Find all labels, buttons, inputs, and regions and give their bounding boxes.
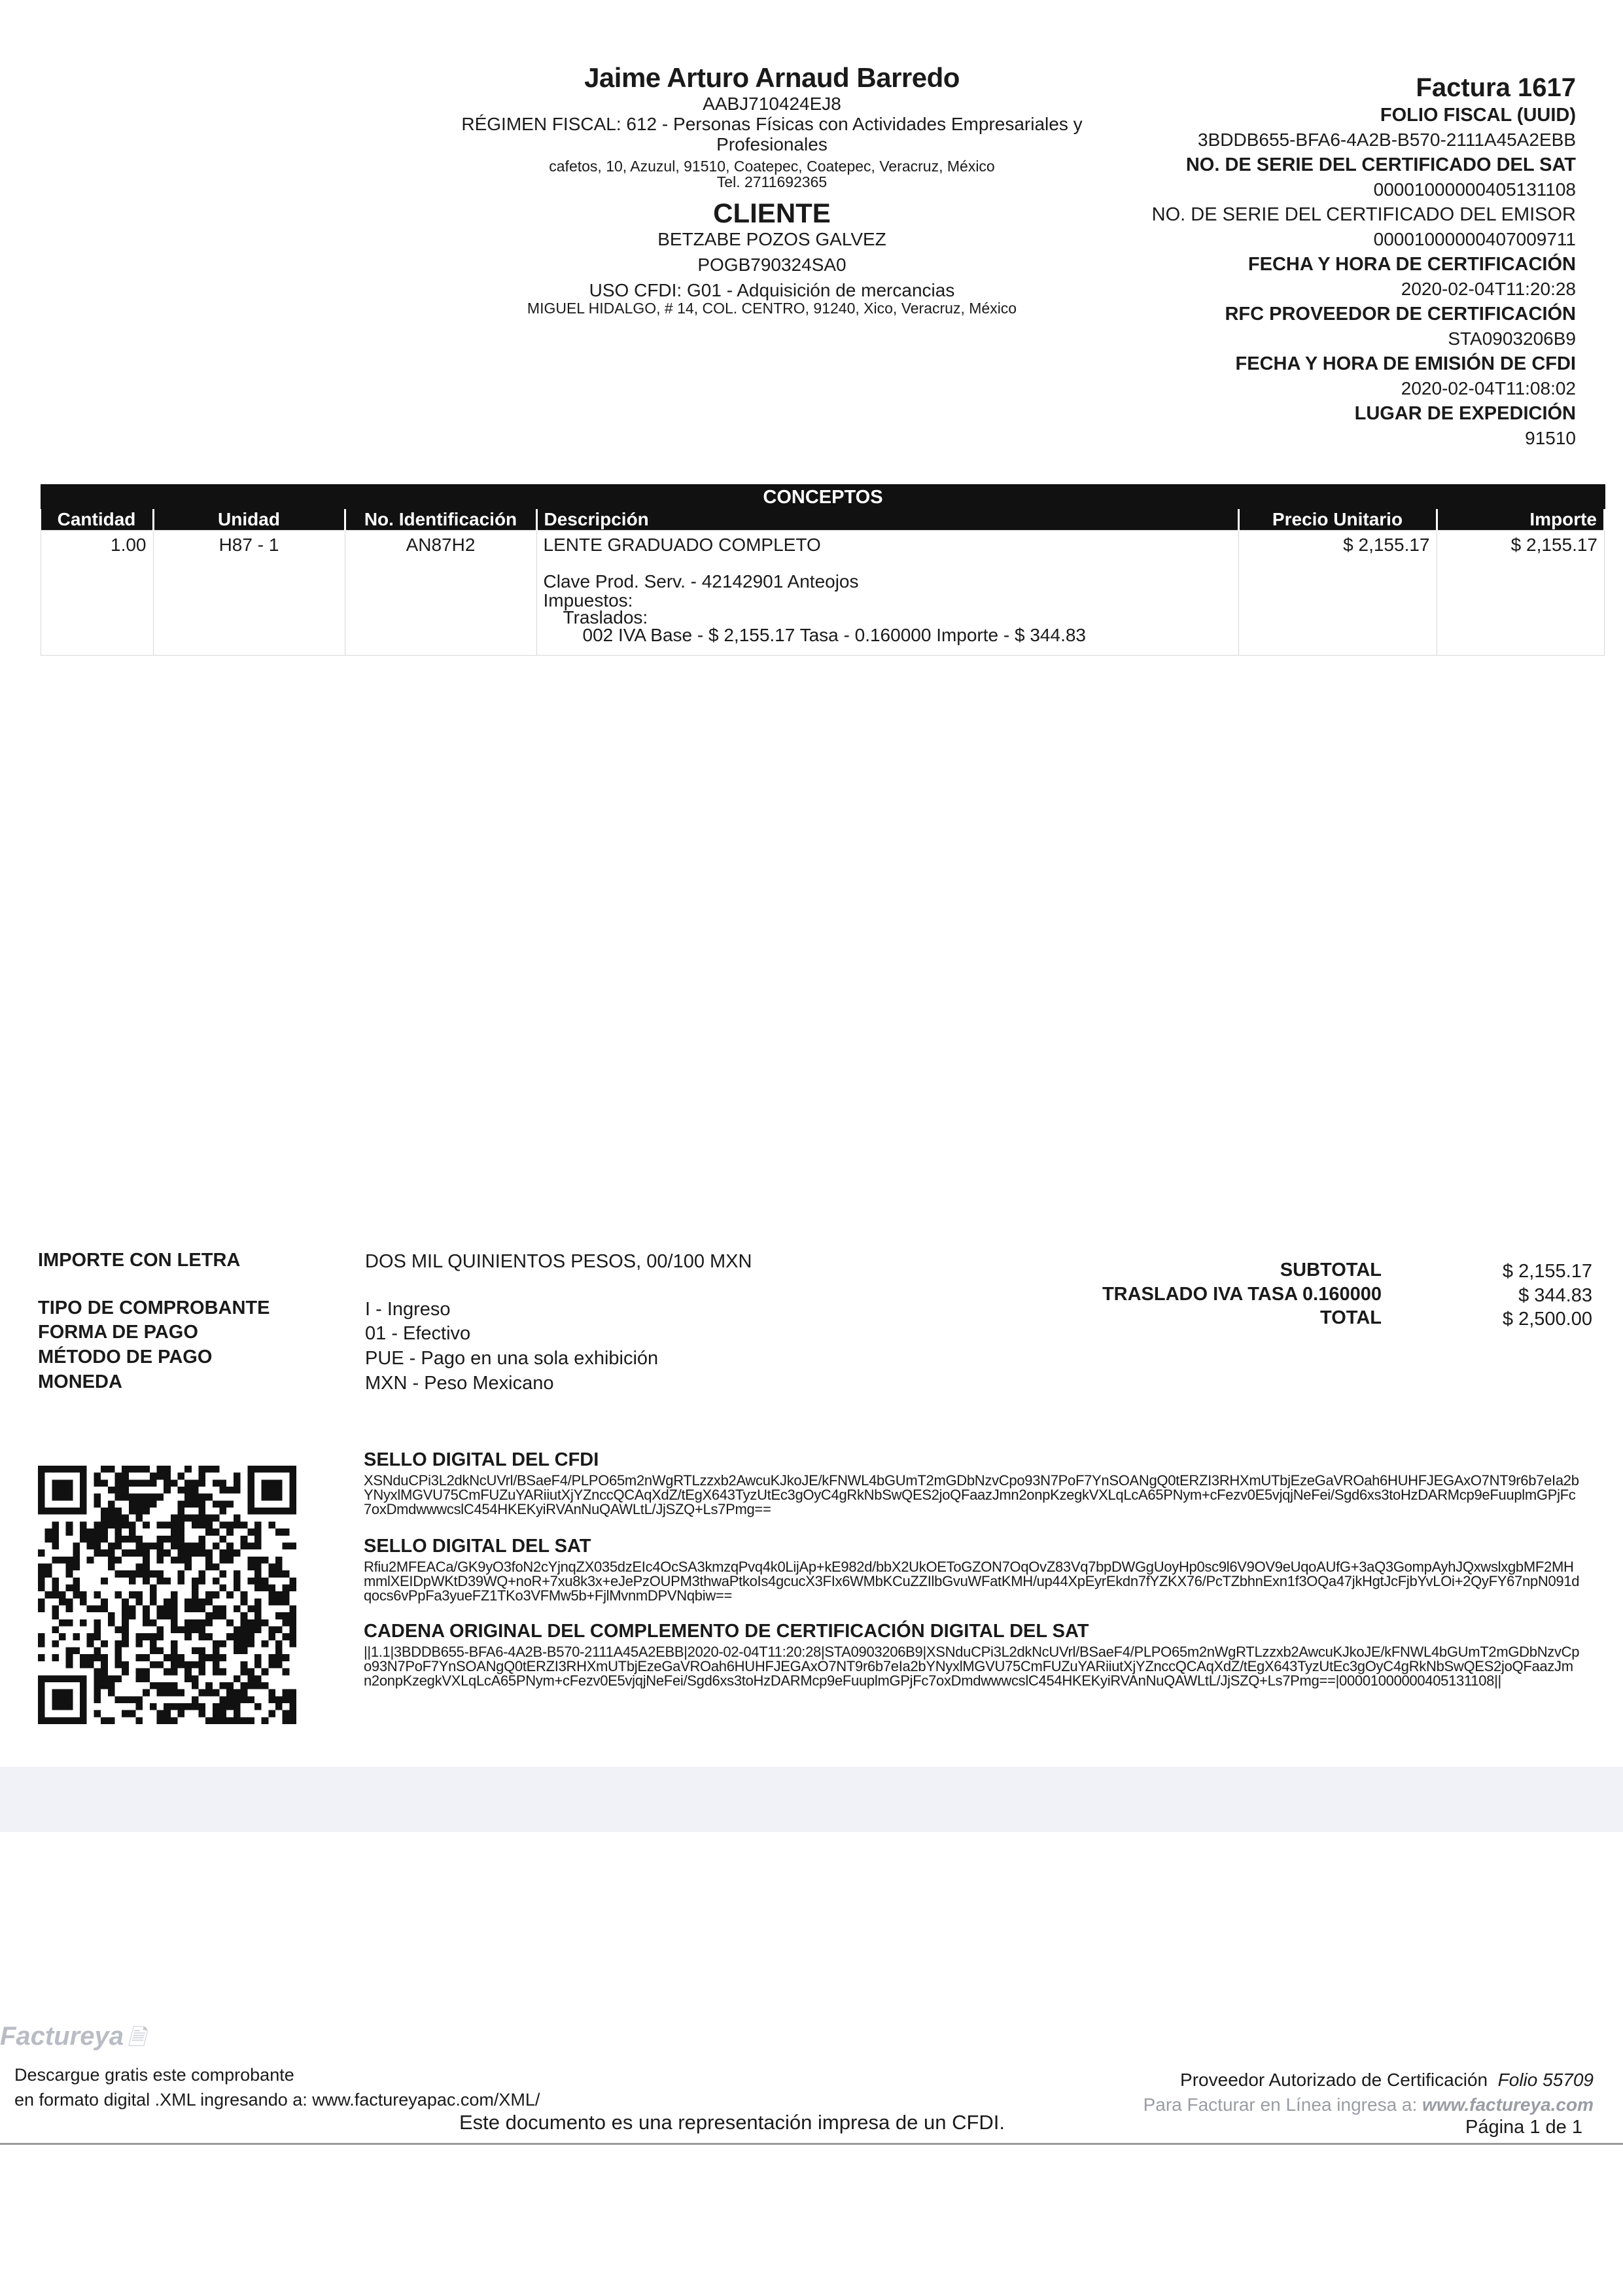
forma-pago-value: 01 - Efectivo [365, 1323, 471, 1344]
clave-prod: Clave Prod. Serv. - 42142901 Anteojos [543, 571, 859, 592]
tipo-comprobante-value: I - Ingreso [365, 1299, 451, 1320]
client-address: MIGUEL HIDALGO, # 14, COL. CENTRO, 91240, Xico, Veracruz, México [527, 300, 1017, 317]
description-text: LENTE GRADUADO COMPLETO [543, 535, 821, 555]
table-row [41, 531, 1605, 656]
qr-code [38, 1466, 296, 1724]
issuer-rfc: AABJ710424EJ8 [703, 94, 841, 114]
invoice-field-value: 2020-02-04T11:08:02 [1401, 378, 1576, 398]
invoice-field-value: 3BDDB655-BFA6-4A2B-B570-2111A45A2EBB [1198, 130, 1576, 150]
issuer-name: Jaime Arturo Arnaud Barredo [584, 62, 960, 93]
subtotal-value: $ 2,155.17 [1502, 1261, 1592, 1282]
provider-text: Proveedor Autorizado de Certificación [1180, 2070, 1488, 2090]
subtotal-label: SUBTOTAL [1280, 1260, 1382, 1280]
concepts-caption: CONCEPTOS [41, 484, 1605, 509]
bottom-divider [0, 2143, 1623, 2145]
invoice-info [1105, 73, 1576, 451]
invoice-field-label: FECHA Y HORA DE EMISIÓN DE CFDI [1235, 353, 1576, 374]
document-icon: 🗎 [127, 2025, 146, 2050]
metodo-pago-label: MÉTODO DE PAGO [38, 1347, 213, 1368]
online-line [1005, 2094, 1594, 2115]
metodo-pago-value: PUE - Pago en una sola exhibición [365, 1348, 659, 1369]
sello-sat: Rfiu2MFEACa/GK9yO3foN2cYjnqZX035dzEIc4OcSA3kmzqPvq4k0LijAp+kE982d/bbX2UkOEToGZON7OqOvZ83Vq7bpDWGgUoyHp0sc9l6V9OV9eUqoAUfG+3aQ3GompAyhJQxwslxgbMF2MHmmlXEIDpWKtD39WQ+noR+7xu8k3x+eJePzOUPM3thwaPtkoIs4gcucX3FIx6WMbKCuZZIlbGvuWFatKMH/up44XpEyrEkdn7fYZKX76/PcTZbhnExn1f3OQa47jkHgtJcFjbYvLOi+2QyFY67npN091dqocs6vPpFa3yueFZ1TKo3VFMw5b+FjlMvnmDPVNqbiw== [364, 1559, 1580, 1604]
tipo-comprobante-label: TIPO DE COMPROBANTE [38, 1298, 270, 1318]
cadena-original: ||1.1|3BDDB655-BFA6-4A2B-B570-2111A45A2EBB|2020-02-04T11:20:28|STA0903206B9|XSNduCPi3L2dkNcUVrl/BSaeF4/PLPO65m2nWgRTLzzxb2AwcuKJkoJE/kFNWL4bGUmT2mGDbNzvCpo93N7PoF7YnSOANgQ0tERZI3RHXmUTbjEzeGaVROah6HUHFJEGAxO7NT9r6b7eIa2bYNyxlMGVU75CmFUZuYARiiutXjYZnccQCAqXdZ/tEgX643TyzUtEc3gOyC4gRkNbSwQES2joQFaazJmn2onpKzegkVXLqLcA65PNym+cFezv0E5vjqjNeFei/Sgd6xs3toHzDARMcp9eFuuplmGPjFc7oxDmdwwwcslC454HKEKyiRVAnNuQAWLtL/JjSZQ+Ls7Pmg==|00001000000405131108|| [364, 1644, 1580, 1689]
cfdi-notice: Este documento es una representación impresa de un CFDI. [459, 2111, 1005, 2134]
invoice-field-label: RFC PROVEEDOR DE CERTIFICACIÓN [1225, 304, 1576, 325]
impuestos-label: Impuestos: [543, 590, 633, 610]
col-importe: Importe [1437, 509, 1605, 531]
issuer-regimen: RÉGIMEN FISCAL: 612 - Personas Físicas con Actividades Empresariales y Profesionales [461, 114, 1083, 154]
cell-unidad: H87 - 1 [153, 531, 345, 656]
cadena-label: CADENA ORIGINAL DEL COMPLEMENTO DE CERTIFICACIÓN DIGITAL DEL SAT [364, 1621, 1089, 1642]
logo-text: Factureya [0, 2022, 124, 2051]
col-identificacion: No. Identificación [345, 509, 536, 531]
importe-letra-label: IMPORTE CON LETRA [38, 1250, 241, 1271]
online-prefix: Para Facturar en Línea ingresa a: [1143, 2094, 1418, 2115]
invoice-field-label: FOLIO FISCAL (UUID) [1380, 105, 1576, 126]
issuer-address: cafetos, 10, Azuzul, 91510, Coatepec, Coatepec, Veracruz, México [549, 158, 995, 175]
cell-identificacion: AN87H2 [345, 531, 536, 656]
scan-band [0, 1767, 1623, 1832]
client-heading: CLIENTE [713, 198, 831, 228]
invoice-field-label: NO. DE SERIE DEL CERTIFICADO DEL SAT [1185, 154, 1576, 175]
iva-label: TRASLADO IVA TASA 0.160000 [1102, 1284, 1382, 1305]
page-number: Página 1 de 1 [1465, 2117, 1582, 2138]
client-rfc: POGB790324SA0 [697, 255, 846, 275]
iva-line: 002 IVA Base - $ 2,155.17 Tasa - 0.160000 Importe - $ 344.83 [582, 625, 1086, 645]
cell-importe: $ 2,155.17 [1437, 531, 1605, 656]
factureya-logo [0, 2022, 145, 2059]
online-url[interactable]: www.factureya.com [1422, 2094, 1594, 2115]
provider-line [1005, 2070, 1594, 2091]
invoice-field-value: 2020-02-04T11:20:28 [1401, 279, 1576, 299]
invoice-field-label: LUGAR DE EXPEDICIÓN [1354, 403, 1576, 424]
total-label: TOTAL [1320, 1307, 1382, 1328]
invoice-field-value: 00001000000407009711 [1373, 229, 1576, 249]
traslados-label: Traslados: [563, 607, 648, 627]
forma-pago-label: FORMA DE PAGO [38, 1322, 198, 1343]
folio-text: Folio 55709 [1497, 2070, 1594, 2090]
sello-sat-label: SELLO DIGITAL DEL SAT [364, 1536, 591, 1557]
invoice-field-value: 91510 [1525, 428, 1576, 448]
importe-letra: DOS MIL QUINIENTOS PESOS, 00/100 MXN [365, 1251, 752, 1272]
download-line-2[interactable]: en formato digital .XML ingresando a: www.factureyapac.com/XML/ [14, 2090, 540, 2110]
invoice-title: Factura 1617 [1416, 73, 1576, 102]
issuer-block [419, 62, 1125, 316]
col-descripcion: Descripción [536, 509, 1238, 531]
cell-cantidad: 1.00 [41, 531, 154, 656]
issuer-phone: Tel. 2711692365 [716, 173, 828, 190]
moneda-label: MONEDA [38, 1371, 122, 1392]
invoice-field-label: FECHA Y HORA DE CERTIFICACIÓN [1248, 254, 1576, 275]
sello-cfdi-label: SELLO DIGITAL DEL CFDI [364, 1449, 599, 1470]
col-cantidad: Cantidad [41, 509, 154, 531]
col-unidad: Unidad [153, 509, 345, 531]
iva-value: $ 344.83 [1518, 1285, 1592, 1306]
invoice-field-label: NO. DE SERIE DEL CERTIFICADO DEL EMISOR [1151, 204, 1576, 225]
concepts-table [41, 484, 1605, 656]
invoice-field-value: 00001000000405131108 [1373, 179, 1576, 200]
client-uso-cfdi: USO CFDI: G01 - Adquisición de mercancias [589, 280, 955, 300]
invoice-field-value: STA0903206B9 [1448, 328, 1576, 349]
cell-descripcion [536, 531, 1238, 656]
client-name: BETZABE POZOS GALVEZ [657, 229, 886, 249]
col-precio: Precio Unitario [1238, 509, 1437, 531]
sello-cfdi: XSNduCPi3L2dkNcUVrl/BSaeF4/PLPO65m2nWgRTLzzxb2AwcuKJkoJE/kFNWL4bGUmT2mGDbNzvCpo93N7PoF7YnSOANgQ0tERZI3RHXmUTbjEzeGaVROah6HUHFJEGAxO7NT9r6b7eIa2bYNyxlMGVU75CmFUZuYARiiutXjYZnccQCAqXdZ/tEgX643TyzUtEc3gOyC4gRkNbSwQES2joQFaazJmn2onpKzegkVXLqLcA65PNym+cFezv0E5vjqjNeFei/Sgd6xs3toHzDARMcp9eFuuplmGPjFc7oxDmdwwwcslC454HKEKyiRVAnNuQAWLtL/JjSZQ+Ls7Pmg== [364, 1472, 1579, 1517]
moneda-value: MXN - Peso Mexicano [365, 1373, 554, 1394]
cell-precio: $ 2,155.17 [1238, 531, 1437, 656]
download-line-1: Descargue gratis este comprobante [14, 2065, 294, 2085]
total-value: $ 2,500.00 [1502, 1309, 1592, 1330]
